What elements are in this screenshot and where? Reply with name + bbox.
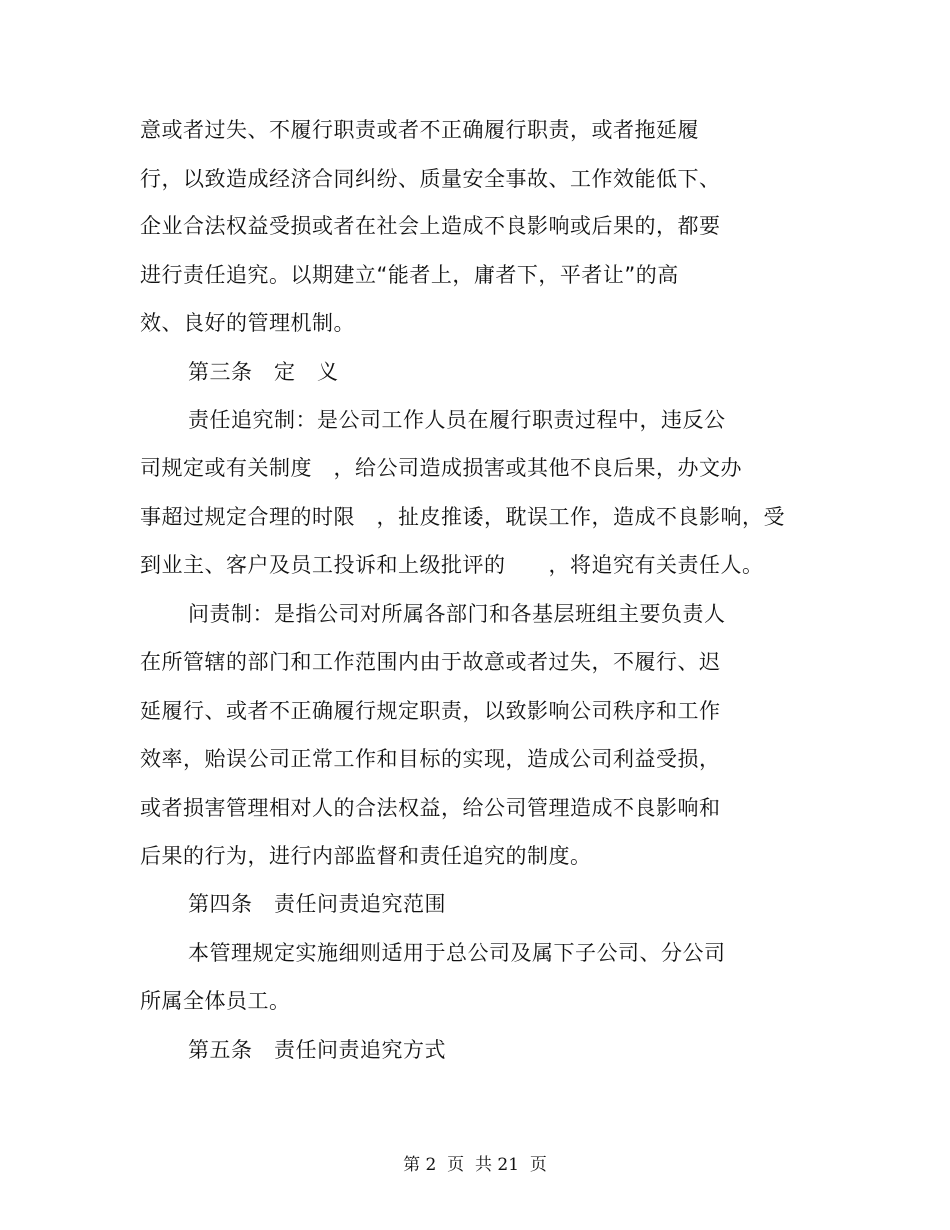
text-line-4: 进行责任追究。以期建立“能者上，庸者下，平者让”的高 <box>140 263 679 287</box>
page-footer: 第 2 页 共 21 页 <box>403 1155 547 1175</box>
text-line-9: 事超过规定合理的时限 ，扯皮推诿，耽误工作，造成不良影响，受 <box>140 505 785 529</box>
text-line-18: 本管理规定实施细则适用于总公司及属下子公司、分公司 <box>188 941 726 965</box>
text-line-11: 问责制：是指公司对所属各部门和各基层班组主要负责人 <box>188 602 726 626</box>
text-line-15: 或者损害管理相对人的合法权益，给公司管理造成不良影响和 <box>140 796 721 820</box>
text-line-8: 司规定或有关制度 ，给公司造成损害或其他不良后果，办文办 <box>140 456 742 480</box>
text-line-19: 所属全体员工。 <box>140 989 291 1013</box>
text-line-10: 到业主、客户及员工投诉和上级批评的 ，将追究有关责任人。 <box>140 553 764 577</box>
text-line-2: 行，以致造成经济合同纠纷、质量安全事故、工作效能低下、 <box>140 167 721 191</box>
text-line-5: 效、良好的管理机制。 <box>140 311 355 335</box>
text-line-7: 责任追究制：是公司工作人员在履行职责过程中，违反公 <box>188 408 726 432</box>
text-line-1: 意或者过失、不履行职责或者不正确履行职责，或者拖延履 <box>140 118 699 142</box>
text-line-16: 后果的行为，进行内部监督和责任追究的制度。 <box>140 844 592 868</box>
text-line-13: 延履行、或者不正确履行规定职责，以致影响公司秩序和工作 <box>140 699 721 723</box>
text-line-14: 效率，贻误公司正常工作和目标的实现，造成公司利益受损， <box>140 747 721 771</box>
section-heading-5: 第五条 责任问责追究方式 <box>188 1038 446 1062</box>
text-line-12: 在所管辖的部门和工作范围内由于故意或者过失，不履行、迟 <box>140 650 721 674</box>
section-heading-4: 第四条 责任问责追究范围 <box>188 892 446 916</box>
text-line-3: 企业合法权益受损或者在社会上造成不良影响或后果的，都要 <box>140 214 721 238</box>
section-heading-3: 第三条 定 义 <box>188 360 339 384</box>
